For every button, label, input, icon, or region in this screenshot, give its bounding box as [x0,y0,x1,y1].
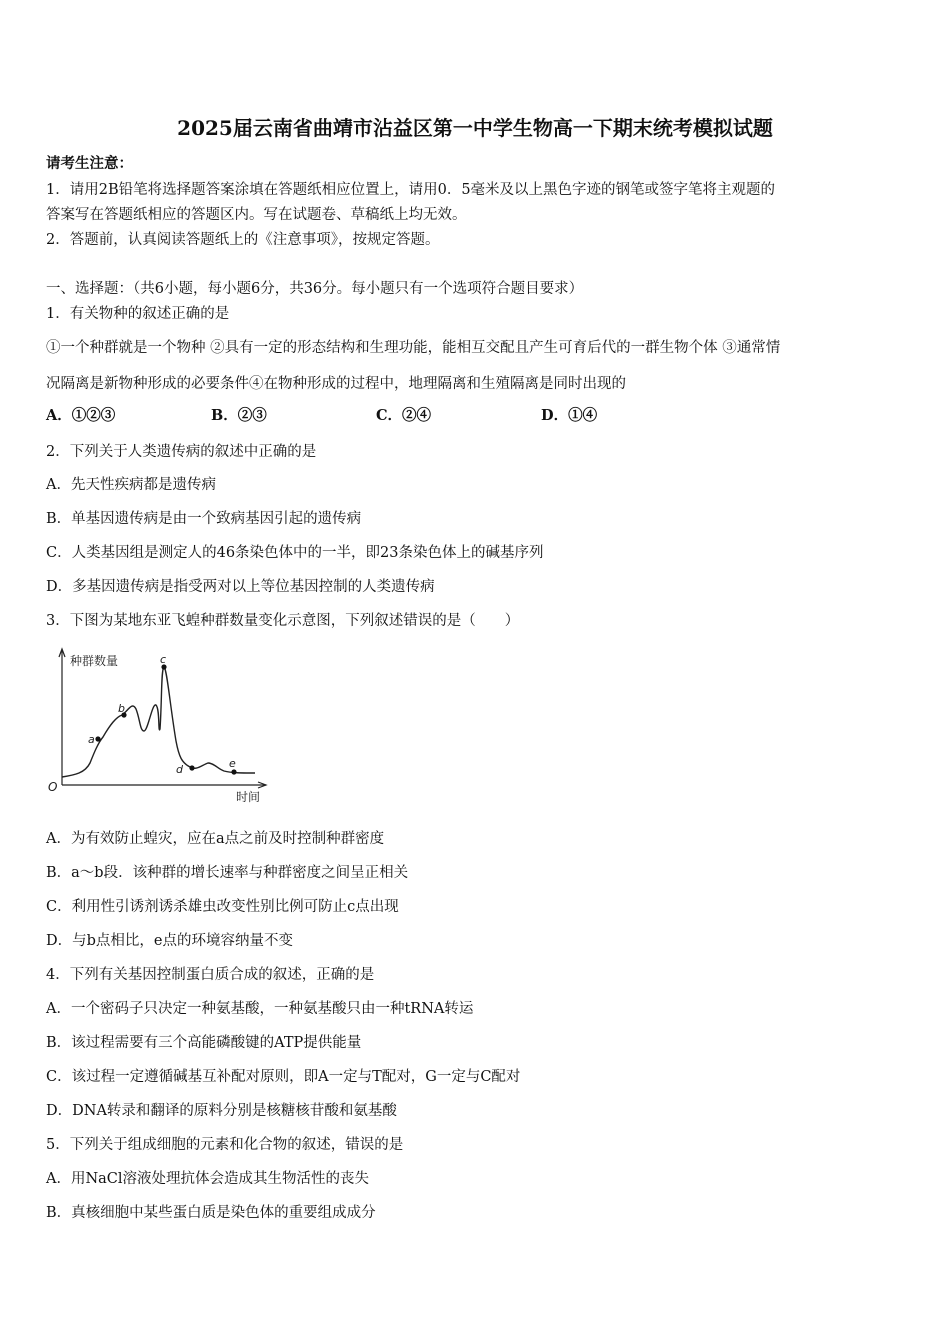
notice-line-1: 1．请用2B铅笔将选择题答案涂填在答题纸相应位置上，请用0．5毫米及以上黑色字迹的钢笔或签字笔将主观题的 [46,182,776,198]
q1-option-a[interactable]: A．①②③ [46,407,116,424]
q3-option-d[interactable]: D．与b点相比，e点的环境容纳量不变 [46,933,293,949]
q1-option-c[interactable]: C．②④ [376,407,432,424]
point-d-dot [189,765,194,770]
q2-stem: 2．下列关于人类遗传病的叙述中正确的是 [46,444,317,460]
point-a-dot [95,736,100,741]
point-e-label: e [229,757,236,770]
q4-option-a[interactable]: A．一个密码子只决定一种氨基酸，一种氨基酸只由一种tRNA转运 [46,1001,474,1017]
q2-option-a[interactable]: A．先天性疾病都是遗传病 [46,477,216,493]
notice-line-2: 答案写在答题纸相应的答题区内。写在试题卷、草稿纸上均无效。 [46,207,467,223]
q1-option-b[interactable]: B．②③ [211,407,267,424]
population-curve [62,667,255,777]
y-axis-label: 种群数量 [70,654,119,668]
q4-option-d[interactable]: D．DNA转录和翻译的原料分别是核糖核苷酸和氨基酸 [46,1103,397,1119]
q3-option-b[interactable]: B．a～b段．该种群的增长速率与种群密度之间呈正相关 [46,865,409,881]
point-a-label: a [88,733,95,746]
population-curve-figure [40,645,275,805]
section-heading: 一、选择题：（共6小题，每小题6分，共36分。每小题只有一个选项符合题目要求） [46,281,584,297]
x-axis-label: 时间 [236,790,261,804]
q3-stem: 3．下图为某地东亚飞蝗种群数量变化示意图，下列叙述错误的是（ ） [46,613,520,629]
origin-label: O [48,780,58,794]
q2-option-c[interactable]: C．人类基因组是测定人的46条染色体中的一半，即23条染色体上的碱基序列 [46,545,544,561]
q1-statements-line-1: ①一个种群就是一个物种 ②具有一定的形态结构和生理功能，能相互交配且产生可育后代的一群生物个体 ③通常情 [46,340,781,356]
q1-statements-line-2: 况隔离是新物种形成的必要条件④在物种形成的过程中，地理隔离和生殖隔离是同时出现的 [46,376,626,392]
q4-option-b[interactable]: B．该过程需要有三个高能磷酸键的ATP提供能量 [46,1035,362,1051]
q4-stem: 4．下列有关基因控制蛋白质合成的叙述，正确的是 [46,967,375,983]
point-c-label: c [160,653,167,666]
notice-line-3: 2．答题前，认真阅读答题纸上的《注意事项》，按规定答题。 [46,232,440,248]
q3-option-a[interactable]: A．为有效防止蝗灾，应在a点之前及时控制种群密度 [46,831,385,847]
point-b-label: b [118,702,125,715]
q3-option-c[interactable]: C．利用性引诱剂诱杀雄虫改变性别比例可防止c点出现 [46,899,399,915]
notice-heading: 请考生注意： [46,155,133,172]
page-title: 2025届云南省曲靖市沾益区第一中学生物高一下期末统考模拟试题 [177,116,773,140]
q5-stem: 5．下列关于组成细胞的元素和化合物的叙述，错误的是 [46,1137,404,1153]
q4-option-c[interactable]: C．该过程一定遵循碱基互补配对原则，即A一定与T配对，G一定与C配对 [46,1069,521,1085]
q5-option-a[interactable]: A．用NaCl溶液处理抗体会造成其生物活性的丧失 [46,1171,370,1187]
q1-option-d[interactable]: D．①④ [541,407,598,424]
q5-option-b[interactable]: B．真核细胞中某些蛋白质是染色体的重要组成成分 [46,1205,376,1221]
q1-stem: 1．有关物种的叙述正确的是 [46,306,230,322]
point-d-label: d [176,763,183,776]
q2-option-d[interactable]: D．多基因遗传病是指受两对以上等位基因控制的人类遗传病 [46,579,435,595]
q2-option-b[interactable]: B．单基因遗传病是由一个致病基因引起的遗传病 [46,511,362,527]
point-e-dot [231,769,236,774]
